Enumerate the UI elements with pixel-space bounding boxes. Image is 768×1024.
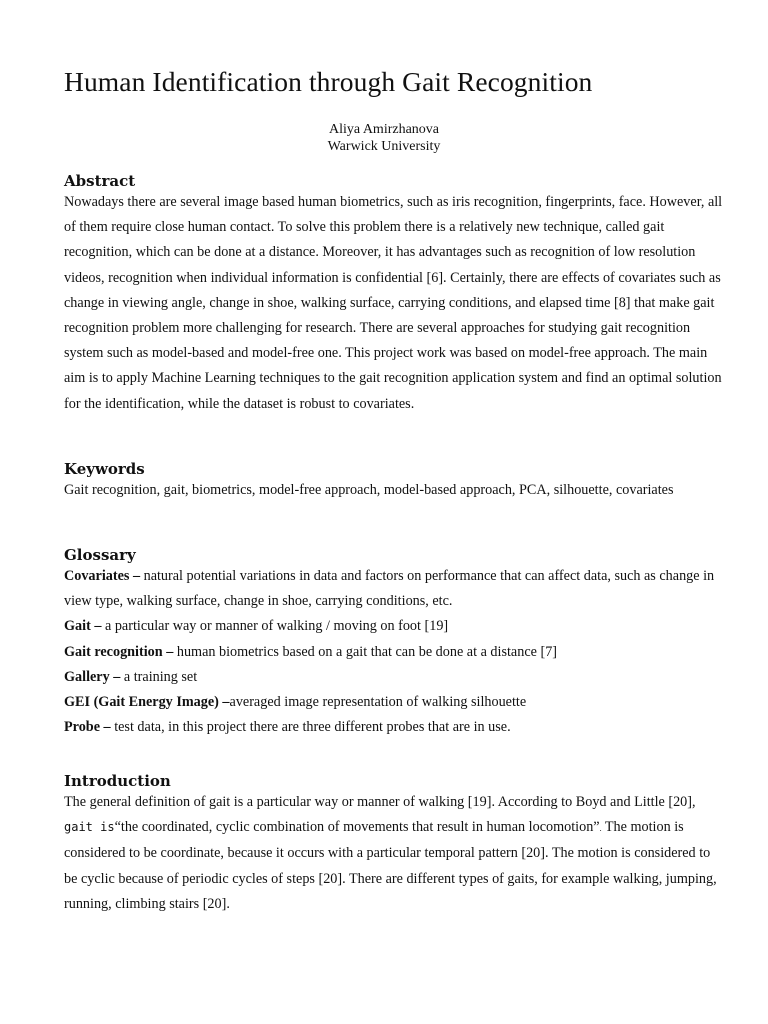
glossary-term: Covariates – [64, 568, 141, 584]
abstract-heading: Abstract [64, 172, 136, 190]
paper-title: Human Identification through Gait Recognition [64, 66, 593, 97]
glossary-definition: a training set [120, 668, 198, 685]
glossary-section [64, 546, 724, 740]
glossary-term: Gait recognition – [64, 643, 174, 660]
abstract-text: Nowadays there are several image based human biometrics, such as iris recognition, fingerprints, face. However, all of them require close human contact. To solve this problem there is a relatively new technique, called gait recognition, which can be done at a distance. Moreover, it has advantages such as recognition of low resolution videos, recognition when individual information is confidential [6]. Certainly, there are effects of covariates such as change in viewing angle, change in shoe, walking surface, carrying conditions, and elapsed time [8] that make gait recognition problem more challenging for research. There are several approaches for studying gait recognition system such as model-based and model-free one. This project work was based on model-free approach. The main aim is to apply Machine Learning techniques to the gait recognition application system and find an optimal solution for the identification, while the dataset is robust to covariates. [64, 194, 723, 412]
glossary-item-covariates [64, 564, 724, 614]
glossary-heading: Glossary [64, 546, 136, 564]
glossary-term: Gallery – [64, 668, 121, 685]
abstract-section [64, 172, 724, 417]
glossary-item-gallery [64, 665, 724, 690]
introduction-mono-word: gait is [64, 820, 115, 835]
glossary-term: Probe – [64, 719, 111, 736]
author-block [0, 121, 768, 155]
introduction-section [64, 772, 724, 917]
glossary-definition: test data, in this project there are three different probes that are in use. [110, 719, 511, 736]
glossary-item-probe [64, 715, 724, 740]
introduction-text-part2: The motion is considered to be coordinate, because it occurs with a particular temporal pattern [20]. The motion is considered to be cyclic because of periodic cycles of steps [20]. There are different types of gaits, for example walking, jumping, running, climbing stairs [20]. [64, 819, 717, 912]
glossary-item-gait-recognition [64, 640, 724, 665]
glossary-item-gei [64, 690, 724, 715]
author-name: Aliya Amirzhanova [328, 122, 440, 137]
glossary-term: Gait – [64, 618, 102, 635]
introduction-text [64, 790, 724, 917]
introduction-heading: Introduction [64, 772, 171, 790]
glossary-definition: averaged image representation of walking silhouette [229, 694, 527, 711]
glossary-term: GEI (Gait Energy Image) – [64, 694, 230, 711]
author-affiliation: Warwick University [327, 139, 441, 154]
glossary-definition: a particular way or manner of walking / moving on foot [19] [101, 618, 449, 635]
glossary-definition: natural potential variations in data and factors on performance that can affect data, such as change in view type, walking surface, change in shoe, carrying conditions, etc. [64, 568, 715, 610]
keywords-section [64, 460, 724, 503]
glossary-item-gait [64, 614, 724, 639]
introduction-dot: . [599, 824, 602, 834]
keywords-text: Gait recognition, gait, biometrics, model-free approach, model-based approach, PCA, silhouette, covariates [64, 482, 674, 498]
introduction-text-part1: The general definition of gait is a particular way or manner of walking [19]. According to Boyd and Little [20], [64, 794, 696, 810]
keywords-heading: Keywords [64, 460, 145, 478]
introduction-quote: “the coordinated, cyclic combination of movements that result in human locomotion” [114, 819, 600, 836]
glossary-definition: human biometrics based on a gait that can be done at a distance [7] [173, 643, 558, 660]
